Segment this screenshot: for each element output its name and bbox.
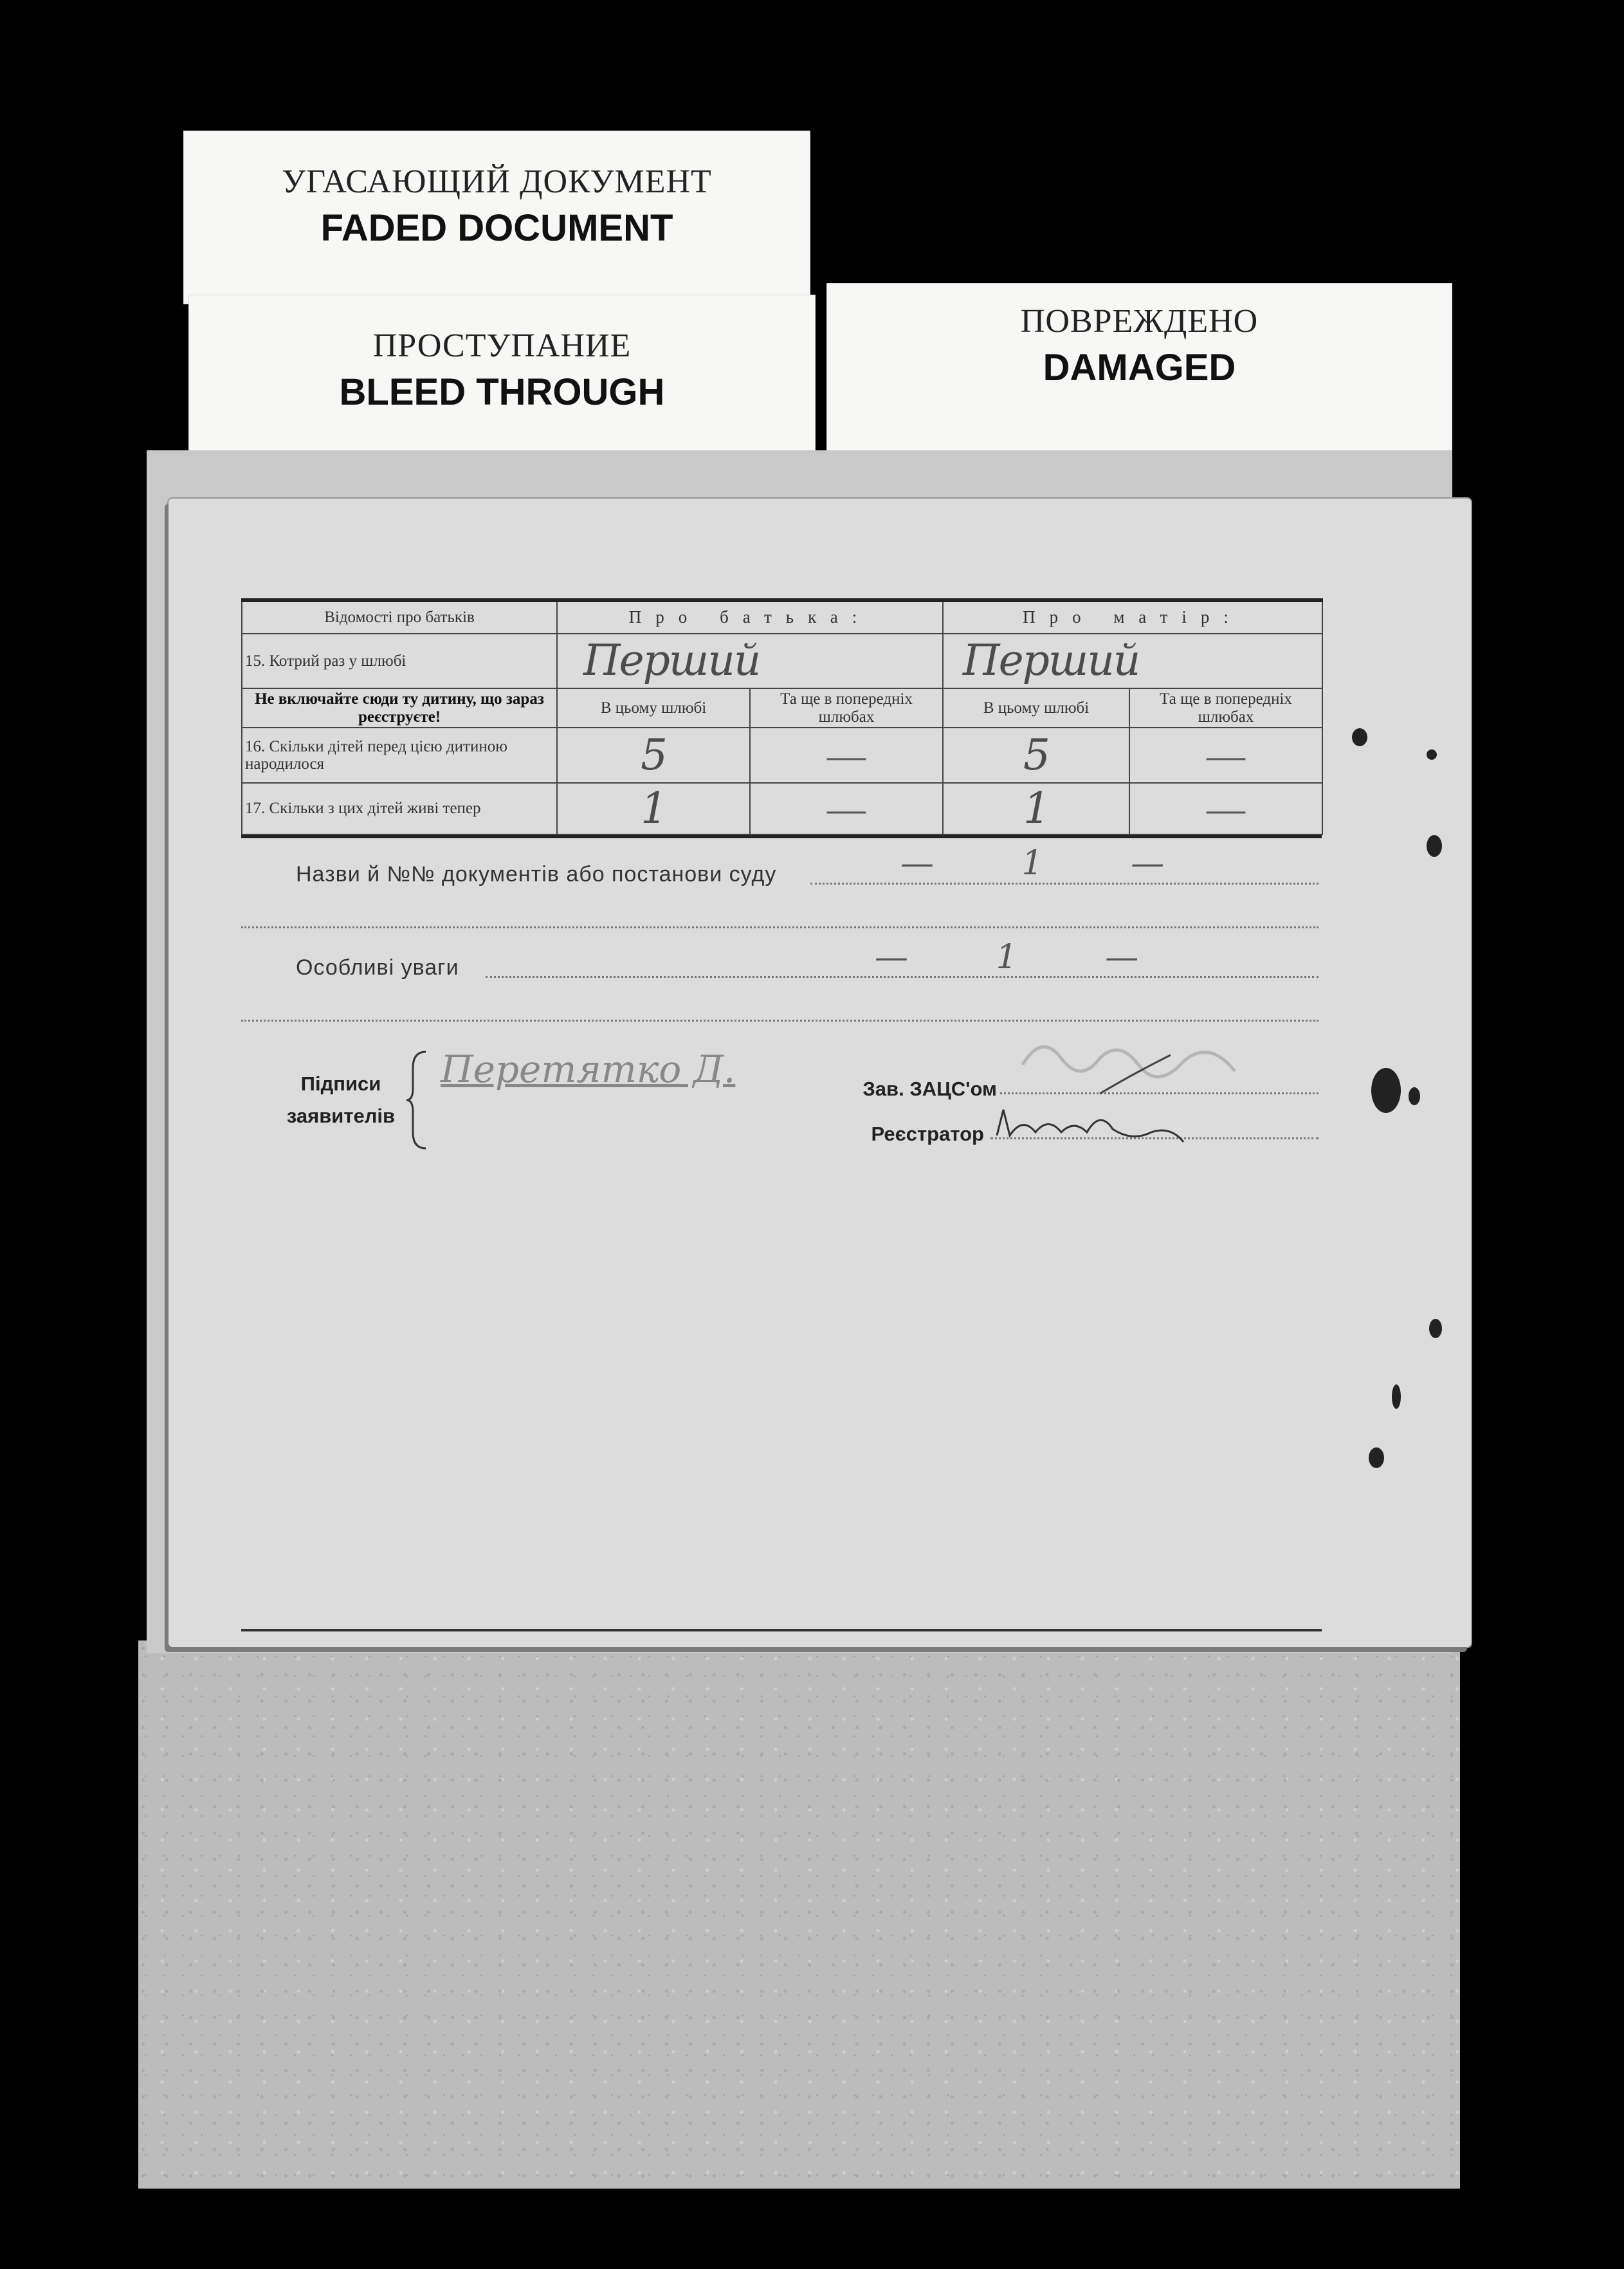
faded-document-label bbox=[183, 131, 810, 304]
registrar-signature bbox=[990, 1097, 1196, 1155]
documents-value: — 1 — bbox=[900, 844, 1203, 883]
remarks-value: — 1 — bbox=[875, 938, 1178, 977]
bleed-label-ru: ПРОСТУПАНИЕ bbox=[372, 327, 632, 364]
head-signature-mark bbox=[1093, 1049, 1196, 1100]
col-this-marriage-father: В цьому шлюбі bbox=[557, 688, 750, 728]
damaged-label-ru: ПОВРЕЖДЕНО bbox=[1020, 303, 1259, 340]
documents-dotline bbox=[810, 883, 1318, 885]
row16-value-2: — bbox=[750, 728, 943, 783]
col-prev-marriage-mother: Та ще в попередніх шлюбах bbox=[1129, 688, 1322, 728]
row17-label: 17. Скільки з цих дітей живі тепер bbox=[242, 783, 557, 834]
binding-hole bbox=[1369, 1447, 1384, 1468]
bleed-label-en: BLEED THROUGH bbox=[339, 371, 665, 413]
row17-value-4: — bbox=[1129, 783, 1322, 834]
col-prev-marriage-father: Та ще в попередніх шлюбах bbox=[750, 688, 943, 728]
documents-label: Назви й №№ документів або постанови суду bbox=[296, 862, 777, 886]
col-this-marriage-mother: В цьому шлюбі bbox=[943, 688, 1129, 728]
parents-info-table bbox=[241, 598, 1323, 835]
row15-mother-value: Перший bbox=[943, 634, 1322, 688]
head-label: Зав. ЗАЦС'ом bbox=[862, 1078, 997, 1100]
row16-value-3: 5 bbox=[943, 728, 1129, 783]
signatures-label-line2: заявителів bbox=[286, 1104, 396, 1127]
bottom-rule bbox=[241, 1629, 1322, 1631]
damaged-label-en: DAMAGED bbox=[1043, 347, 1236, 389]
row17-value-2: — bbox=[750, 783, 943, 834]
row16-label: 16. Скільки дітей перед цією дитиною народилося bbox=[242, 728, 557, 783]
table-bottom-rule bbox=[241, 835, 1322, 838]
binding-hole bbox=[1352, 728, 1367, 746]
faded-label-ru: УГАСАЮЩИЙ ДОКУМЕНТ bbox=[282, 163, 712, 200]
remarks-dotline-2 bbox=[241, 1020, 1318, 1022]
header-father: Про батька: bbox=[557, 600, 943, 634]
row15-label: 15. Котрий раз у шлюбі bbox=[242, 634, 557, 688]
signatures-label bbox=[277, 1068, 405, 1132]
row16-value-4: — bbox=[1129, 728, 1322, 783]
damaged-label bbox=[826, 283, 1452, 454]
row17-value-1: 1 bbox=[557, 783, 750, 834]
row17-value-3: 1 bbox=[943, 783, 1129, 834]
warning-label: Не включайте сюди ту дитину, що зараз реєструєте! bbox=[242, 688, 557, 728]
row15-father-value: Перший bbox=[557, 634, 943, 688]
signatures-brace bbox=[405, 1049, 431, 1152]
binding-hole bbox=[1427, 835, 1442, 857]
signatures-label-line1: Підписи bbox=[300, 1072, 381, 1095]
row16-value-1: 5 bbox=[557, 728, 750, 783]
faded-label-en: FADED DOCUMENT bbox=[320, 207, 673, 249]
applicant-signature: Перетятко Д. bbox=[441, 1047, 736, 1091]
header-col1: Відомості про батьків bbox=[242, 600, 557, 634]
binding-hole bbox=[1427, 749, 1437, 760]
binding-hole bbox=[1371, 1068, 1401, 1113]
bleed-through-label bbox=[188, 295, 816, 455]
registrar-label: Реєстратор bbox=[871, 1123, 984, 1145]
documents-dotline-2 bbox=[241, 926, 1318, 928]
remarks-label: Особливі уваги bbox=[296, 955, 459, 980]
header-mother: Про матір: bbox=[943, 600, 1322, 634]
binding-hole bbox=[1429, 1319, 1442, 1338]
binding-hole bbox=[1392, 1384, 1401, 1409]
binding-hole bbox=[1409, 1087, 1420, 1105]
cardboard-folder bbox=[138, 1640, 1460, 2189]
